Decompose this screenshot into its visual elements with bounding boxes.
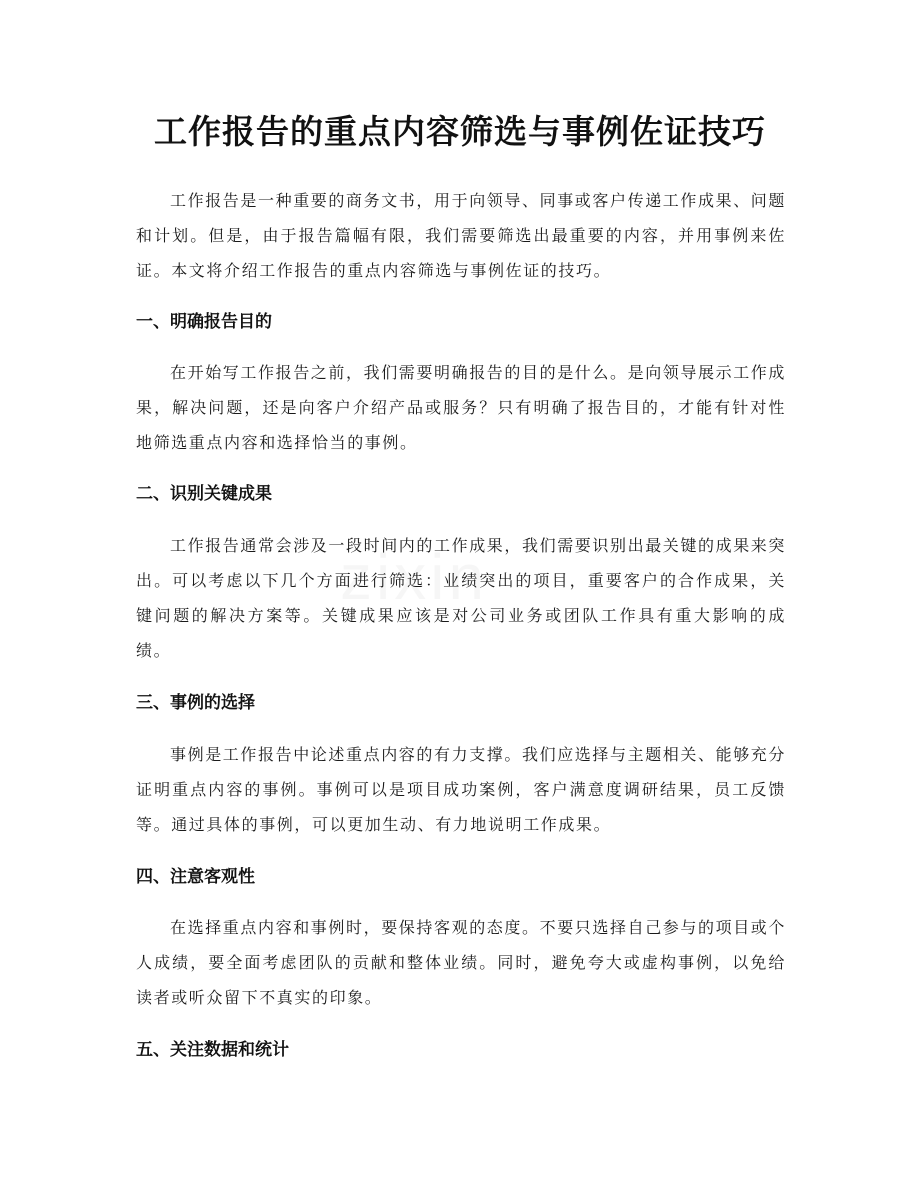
section-heading-5: 五、关注数据和统计 (136, 1040, 289, 1060)
section-heading-2: 二、识别关键成果 (136, 484, 272, 504)
section-body-2: 工作报告通常会涉及一段时间内的工作成果，我们需要识别出最关键的成果来突出。可以考虑以下几个方面进行筛选：业绩突出的项目，重要客户的合作成果，关键问题的解决方案等。关键成果应该是对公司业务或团队工作具有重大影响的成绩。 (136, 536, 787, 660)
section-body-1: 在开始写工作报告之前，我们需要明确报告的目的是什么。是向领导展示工作成果，解决问题，还是向客户介绍产品或服务？只有明确了报告目的，才能有针对性地筛选重点内容和选择恰当的事例。 (136, 363, 787, 452)
document-title: 工作报告的重点内容筛选与事例佐证技巧 (154, 112, 766, 151)
section-body-4: 在选择重点内容和事例时，要保持客观的态度。不要只选择自己参与的项目或个人成绩，要全面考虑团队的贡献和整体业绩。同时，避免夸大或虚构事例，以免给读者或听众留下不真实的印象。 (136, 918, 787, 1007)
section-body-3: 事例是工作报告中论述重点内容的有力支撑。我们应选择与主题相关、能够充分证明重点内容的事例。事例可以是项目成功案例，客户满意度调研结果，员工反馈等。通过具体的事例，可以更加生动、有力地说明工作成果。 (136, 745, 787, 834)
section-heading-4: 四、注意客观性 (136, 867, 255, 887)
section-heading-1: 一、明确报告目的 (136, 312, 272, 332)
intro-paragraph: 工作报告是一种重要的商务文书，用于向领导、同事或客户传递工作成果、问题和计划。但是，由于报告篇幅有限，我们需要筛选出最重要的内容，并用事例来佐证。本文将介绍工作报告的重点内容筛选与事例佐证的技巧。 (136, 191, 787, 280)
section-heading-3: 三、事例的选择 (136, 693, 255, 713)
